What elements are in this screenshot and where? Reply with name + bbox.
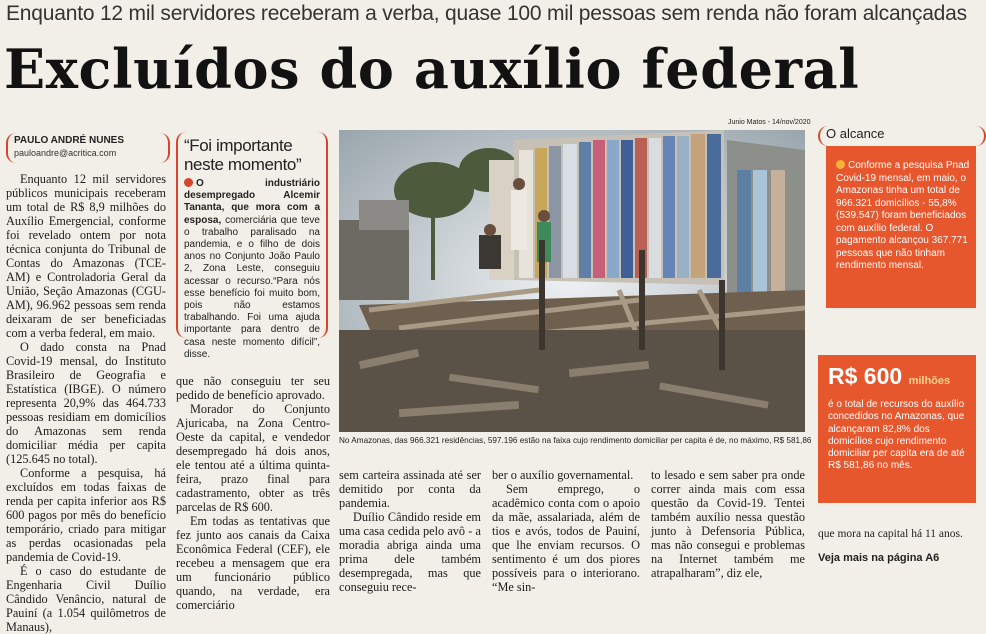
column-5 [651,468,805,580]
see-more-link[interactable]: Veja mais na página A6 [818,552,940,564]
bullet-icon [184,178,193,187]
author-name: PAULO ANDRÉ NUNES [14,135,125,146]
total-figure [828,363,970,394]
author-box [6,133,170,163]
total-value: R$ 600 [828,363,903,389]
paragraph: Morador do Conjunto Ajuricaba, na Zona Centro-Oeste da capital, e vendedor desempregado há dois anos, ele tentou até a última quinta-feira, prazo final para cadastramento, obter as três parcelas de R$ 600. [176,402,330,514]
stilt-house-photo [339,130,805,432]
column-tail: que mora na capital há 11 anos. [818,528,963,540]
column-2 [176,374,330,612]
photo-credit: Junio Matos - 14/nov/2020 [728,119,811,126]
sidebar-box-text: Conforme a pesquisa Pnad Covid-19 mensal, em maio, o Amazonas tinha um total de 966.321 domicílios - 55,8% (539.547) foram beneficiados com auxílio federal. O pagamento alcançou 367.771 pessoas que não tinham rendimento mensal. [836,160,970,271]
quote-box [176,132,328,360]
paragraph: Enquanto 12 mil servidores públicos municipais receberam um total de R$ 8,9 milhões do Auxílio Emergencial, conforme foi revelado ontem por nota técnica conjunta do Tribunal de Contas do Amazonas (TCE-AM) e Controladoria Geral da União, Seção Amazonas (CGU-AM), 96.962 pessoas sem renda deixaram de ser beneficiadas com a verba federal, em maio. [6,172,166,340]
bullet-icon [836,160,845,169]
paragraph: Sem emprego, o acadêmico conta com o apoio da mãe, assalariada, além de tios e avós, todos de Pauiní, que lhe enviam recursos. O sentimento é um dos piores possíveis para o interiorano. “Me sin- [492,482,640,594]
total-description: é o total de recursos do auxílio concedidos no Amazonas, que alcançaram 82,8% dos domicílios cujo rendimento domiciliar per capita era de até R$ 581,86 no mês. [828,399,965,472]
paragraph: ber o auxílio governamental. [492,468,634,482]
column-3 [339,468,481,594]
paragraph: to lesado e sem saber pra onde correr ainda mais com essa questão da Covid-19. Tentei também auxílio nessa questão junto à Defensoria Pública, mas não consegui e problemas na Internet também me atrapalharam”, diz ele, [651,468,805,580]
quote-text: comerciária que teve o trabalho paralisado na pandemia, e o filho de dois anos no Conjunto João Paulo 2, Zona Leste, conseguiu acessar o recurso.“Para nós esse benefício foi muito bom, pois não estamos trabalhando. Foi uma ajuda importante para dentro de casa neste momento difícil”, disse. [184,214,320,360]
paragraph: Duílio Cândido reside em uma casa cedida pelo avô - a moradia abriga ainda uma prima dele também desempregada, mas que conseguiu rece- [339,510,481,594]
author-email: pauloandre@acritica.com [14,148,117,158]
quote-body [184,178,320,361]
total-unit: milhões [908,375,951,387]
paragraph: É o caso do estudante de Engenharia Civil Duílio Cândido Venâncio, natural de Pauiní (a 1.054 quilômetros de Manaus), [6,564,166,634]
sidebar-box-alcance [826,146,976,308]
column-4 [492,468,640,594]
paragraph: Conforme a pesquisa, há excluídos em todas faixas de renda per capita inferior aos R$ 600 pagos por mês do benefício temporário, criado para mitigar as perdas ocasionadas pela pandemia de Covid-19. [6,466,166,564]
paragraph: O dado consta na Pnad Covid-19 mensal, do Instituto Brasileiro de Geografia e Estatística (IBGE). O número representa 20,9% das 464.733 pessoas residiam em domicílios do Amazonas sem renda domiciliar média per capita (125.645 no total). [6,340,166,466]
paragraph: Em todas as tentativas que fez junto aos canais da Caixa Econômica Federal (CEF), ele recebeu a mensagem que era um funcionário público quando, na verdade, era comerciário [176,514,330,612]
kicker: Enquanto 12 mil servidores receberam a verba, quase 100 mil pessoas sem renda não foram alcançadas [6,2,967,25]
headline: Excluídos do auxílio federal [4,37,860,101]
column-1 [6,172,166,634]
sidebar-box-total [818,355,976,503]
paragraph: sem carteira assinada até ser demitido por conta da pandemia. [339,468,481,510]
sidebar-title: O alcance [818,126,986,146]
quote-lead: O industriário desempregado Alcemir Tananta, que mora com a esposa, [184,178,320,226]
photo-caption: No Amazonas, das 966.321 residências, 597.196 estão na faixa cujo rendimento domiciliar per capita é de, no máximo, R$ 581,86 [339,436,812,445]
paragraph: que não conseguiu ter seu pedido de benefício aprovado. [176,374,330,402]
news-photo [339,130,805,432]
quote-title: “Foi importante neste momento” [184,136,302,174]
